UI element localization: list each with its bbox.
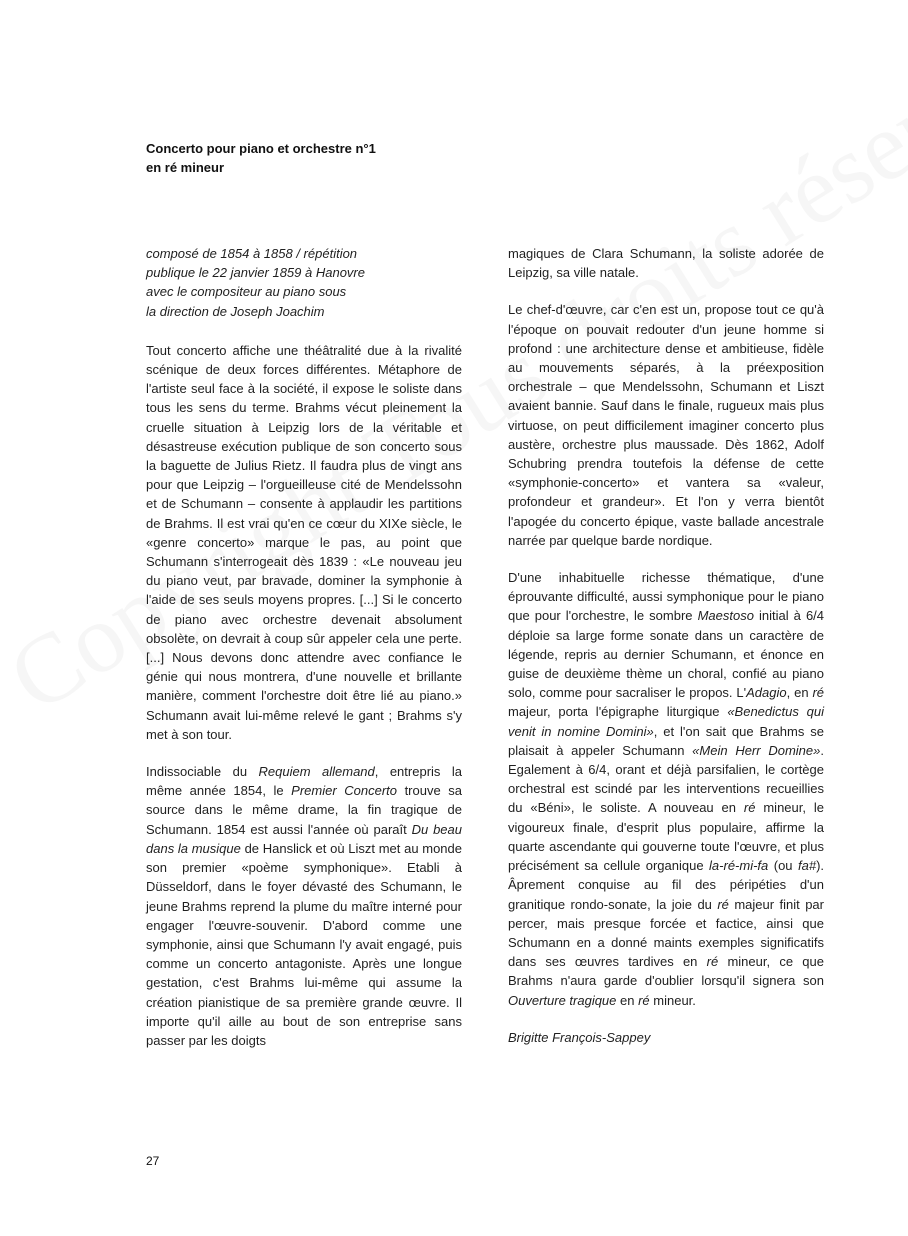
author-signature: Brigitte François-Sappey [508,1029,651,1045]
composition-info [146,244,462,321]
work-title: Premier Concerto [291,783,397,799]
right-column [508,244,824,1065]
title-line-1: Concerto pour piano et orchestre n°1 [146,141,376,156]
page-title [146,139,476,177]
left-column [146,244,462,1068]
paragraph: Tout concerto affiche une théâtralité due à la rivalité scénique de deux forces différentes. Métaphore de l'artiste seul face à la société, il expose le soliste dans tous les sens du terme. Brahms vécut pleinement la cruelle situation à Leipzig lors de la véritable et désastreuse exécution publique de son concerto sous la baguette de Julius Rietz. Il faudra plus de vingt ans pour que Leipzig – l'orgueilleuse cité de Mendelssohn et de Schumann – consente à applaudir les partitions de Brahms. Il est vrai qu'en ce cœur du XIXe siècle, le «genre concerto» marque le pas, au point que Schumann s'interrogeait dès 1839 : «Le nouveau jeu du piano veut, par bravade, dominer la symphonie à l'aide de ses seuls moyens propres. [...] Si le concerto de piano avec orchestre devenait absolument obsolète, on devrait à coup sûr appeler cela une perte. [...] Nous devons donc attendre avec confiance le génie qui nous montrera, d'une nouvelle et brillante manière, comment l'orchestre doit être lié au piano.» Schumann avait lui-même relevé le gant ; Brahms s'y met à son tour. [146,342,462,742]
musical-term: Adagio [746,685,787,701]
work-title: Du beau dans la musique [146,821,462,856]
work-title: Requiem allemand [258,764,375,780]
quoted-latin: «Benedictus qui venit in nomine Domini» [508,704,824,739]
key-name: ré [812,685,824,701]
note-name: fa# [797,858,817,874]
intro-line: la direction de Joseph Joachim [146,303,325,319]
intro-line: publique le 22 janvier 1859 à Hanovre [146,265,365,281]
musical-term: Maestoso [697,608,754,624]
page-number: 27 [146,1154,160,1168]
work-title: Ouverture tragique [508,992,617,1008]
quoted-german: «Mein Herr Domine» [692,742,821,758]
note-cell: la-ré-mi-fa [709,858,769,874]
key-name: ré [638,992,650,1008]
paragraph: D'une inhabituelle richesse thématique, d'une éprouvante difficulté, aussi symphonique pour le piano que pour l'orchestre, le sombre Maestoso initial à 6/4 déploie sa large forme sonate dans un caractère de légende, repris au dernier Schumann, et énonce en guise de deuxième thème un choral, confié au piano solo, comme pour sacraliser le propos. L'Adagio, en ré majeur, porta l'épigraphe liturgique «Benedictus qui venit in nomine Domini», et l'on sait que Brahms se plaisait à appeler Schumann «Mein Herr Domine». Egalement à 6/4, orant et déjà parsifalien, le cortège orchestral est scindé par les interventions recueillies du «Béni», le soliste. A nouveau en ré mineur, le vigoureux finale, d'esprit plus populaire, affirme la quarte ascendante qui gouverne toute l'œuvre, et plus précisément sa cellule organique la-ré-mi-fa (ou fa#). Âprement conquise au fil des péripéties d'un granitique rondo-sonate, la joie du ré majeur finit par percer, mais presque forcée et factice, ainsi que Schumann en a donné maints exemples significatifs dans ses œuvres tardives en ré mineur, ce que Brahms n'aura garde d'oublier lorsqu'il signera son Ouverture tragique en ré mineur. [508,570,825,1008]
paragraph: magiques de Clara Schumann, la soliste adorée de Leipzig, sa ville natale. [508,246,824,281]
intro-line: composé de 1854 à 1858 / répétition [146,246,358,261]
key-name: ré [717,896,729,912]
paragraph: Indissociable du Requiem allemand, entrepris la même année 1854, le Premier Concerto trouve sa source dans le même drame, la fin tragique de Schumann. 1854 est aussi l'année où paraît Du beau dans la musique de Hanslick et où Liszt met au monde son premier «poème symphonique». Etabli à Düsseldorf, dans le foyer dévasté des Schumann, le jeune Brahms reprend la plume du maître interné pour engager l'œuvre-souvenir. D'abord comme une symphonie, ainsi que Schumann l'y avait engagé, puis comme un concerto antagoniste. Après une longue gestation, c'est Brahms lui-même qui assume la création pianistique de sa première grande œuvre. Il importe qu'il aille au bout de son entreprise sans passer par les doigts [146,764,462,1048]
title-line-2: en ré mineur [146,160,225,175]
paragraph: Le chef-d'œuvre, car c'en est un, propose tout ce qu'à l'époque on pouvait redouter d'un jeune homme si profond : une architecture dense et ambitieuse, fidèle au mouvements séparés, à la préexposition orchestrale – que Mendelssohn, Schumann et Liszt avaient bannie. Sauf dans le finale, rugueux mais plus virtuose, on peut difficilement imaginer concerto plus austère, orchestre plus maussade. Dès 1862, Adolf Schubring prendra toutefois la défense de cette «symphonie-concerto» et vantera sa «valeur, profondeur et grandeur». Et l'on y verra bientôt l'apogée du concerto épique, vaste ballade ancestrale narrée par quelque barde nordique. [508,302,824,548]
key-name: ré [743,800,756,816]
key-name: ré [706,954,719,970]
intro-line: avec le compositeur au piano sous [146,284,347,300]
